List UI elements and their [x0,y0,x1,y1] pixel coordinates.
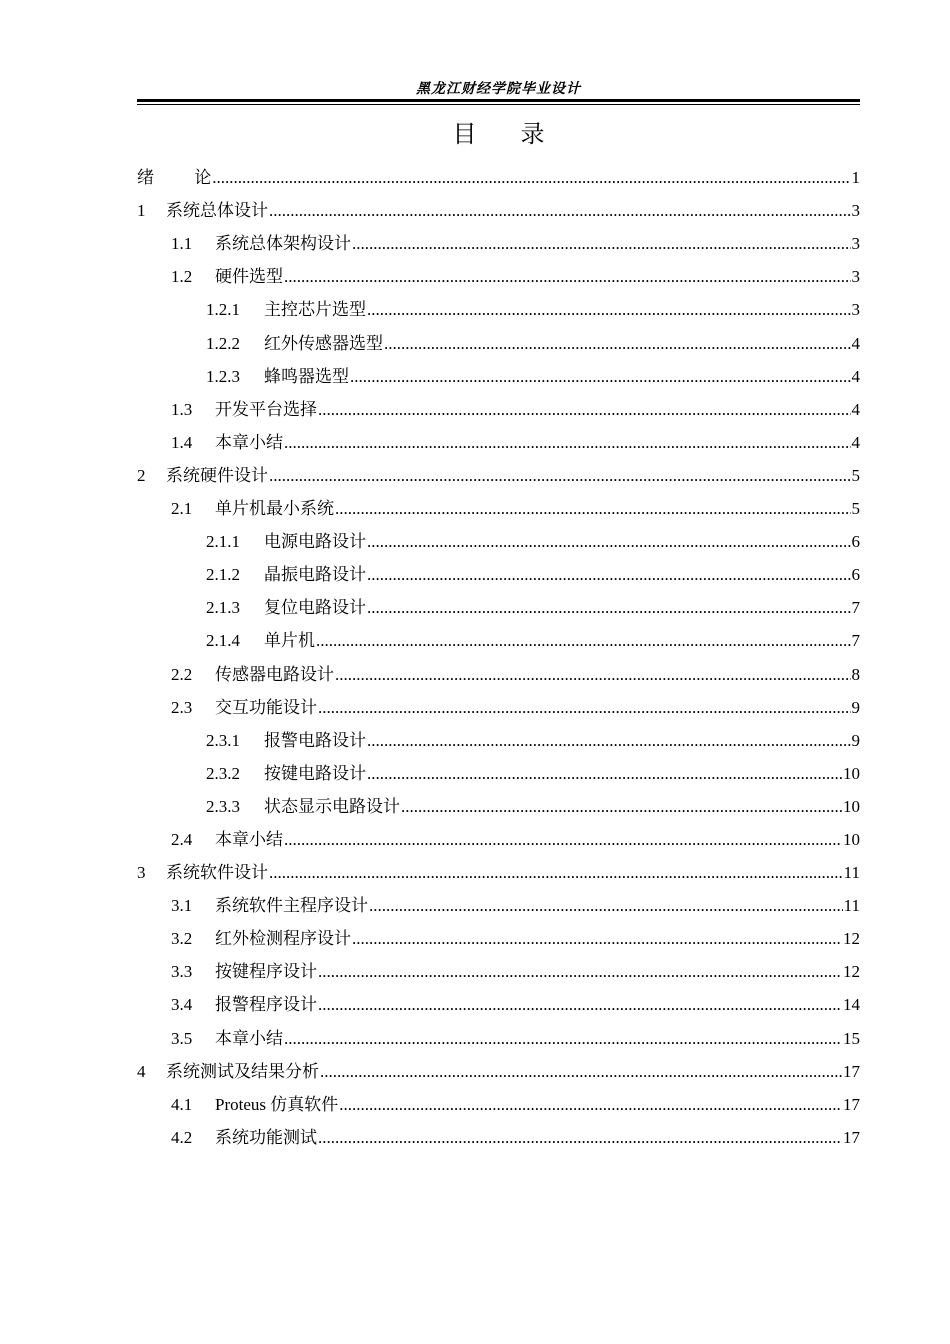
toc-entry-number: 3.2 [171,929,193,949]
toc-entry[interactable] [137,426,860,459]
toc-entry-title: 红外检测程序设计 [215,929,351,949]
toc-entry-number: 1.4 [171,432,193,452]
toc-entry-title: 按键电路设计 [264,763,366,783]
toc-leader-dots [269,856,843,889]
toc-entry[interactable] [137,955,860,988]
toc-entry-number: 1.2.3 [206,366,240,386]
toc-leader-dots [367,757,842,790]
toc-entry-number: 1.2.2 [206,333,240,353]
toc-entry-title: 单片机 [264,631,315,651]
toc-entry-title: 本章小结 [215,1028,283,1048]
toc-entry-title: 硬件选型 [215,267,283,287]
toc-entry[interactable] [137,1121,860,1154]
toc-entry-number: 1 [137,201,146,221]
toc-entry[interactable] [137,889,860,922]
toc-entry-title: 系统硬件设计 [166,465,268,485]
toc-entry-number: 4 [137,1061,146,1081]
toc-entry[interactable] [137,823,860,856]
toc-entry-title: 复位电路设计 [264,598,366,618]
toc-entry-title: 报警程序设计 [215,995,317,1015]
toc-leader-dots [335,658,851,691]
toc-leader-dots [367,525,851,558]
toc-leader-dots [335,492,851,525]
toc-leader-dots [284,823,842,856]
toc-leader-dots [369,889,843,922]
toc-entry-page: 10 [843,796,860,816]
toc-entry[interactable] [137,326,860,359]
toc-leader-dots [284,426,851,459]
toc-entry-title: 红外传感器选型 [264,333,383,353]
toc-entry-page: 17 [843,1094,860,1114]
toc-entry-number: 4.1 [171,1094,193,1114]
toc-entry-title: 蜂鸣器选型 [264,366,349,386]
page-header: 黑龙江财经学院毕业设计 [416,82,581,97]
toc-entry-title: 电源电路设计 [264,532,366,552]
toc-entry[interactable] [137,492,860,525]
toc-entry[interactable] [137,724,860,757]
toc-leader-dots [318,988,842,1021]
toc-entry[interactable] [137,227,860,260]
toc-entry-page: 9 [851,730,860,750]
toc-entry-title: 系统测试及结果分析 [166,1061,319,1081]
toc-entry-title: 系统总体设计 [166,201,268,221]
toc-entry-title: 状态显示电路设计 [264,796,400,816]
toc-entry-number: 3 [137,863,146,883]
toc-entry-title: 传感器电路设计 [215,664,334,684]
toc-entry-title: 开发平台选择 [215,399,317,419]
toc-entry-page: 4 [851,432,860,452]
toc-entry-title: 交互功能设计 [215,697,317,717]
toc-entry-title: 系统总体架构设计 [215,234,351,254]
toc-leader-dots [284,260,851,293]
toc-title [137,114,860,149]
toc-entry-page: 11 [843,863,860,883]
toc-entry-number: 2.4 [171,829,193,849]
toc-entry[interactable] [137,360,860,393]
toc-entry[interactable] [137,293,860,326]
toc-entry-page: 12 [843,929,860,949]
toc-entry-page: 12 [843,962,860,982]
toc-entry-page: 3 [851,267,860,287]
toc-entry-number: 2.1.2 [206,565,240,585]
toc-entry-title: 主控芯片选型 [264,300,366,320]
toc-leader-dots [318,691,851,724]
toc-entry-page: 3 [851,234,860,254]
toc-entry-page: 17 [843,1127,860,1147]
toc-leader-dots [339,1088,842,1121]
toc-entry-title: 绪 论 [137,168,212,188]
toc-leader-dots [352,922,842,955]
toc-entry-title: 系统功能测试 [215,1127,317,1147]
table-of-contents [137,161,860,1154]
toc-entry[interactable] [137,1088,860,1121]
toc-entry-number: 2.3.2 [206,763,240,783]
toc-entry-title: 按键程序设计 [215,962,317,982]
toc-leader-dots [316,624,851,657]
toc-entry-number: 2.3.1 [206,730,240,750]
toc-entry-number: 1.3 [171,399,193,419]
header-rule-thick [137,99,860,102]
toc-entry-number: 2.2 [171,664,193,684]
toc-entry[interactable] [137,591,860,624]
toc-entry[interactable] [137,525,860,558]
toc-entry[interactable] [137,161,860,194]
toc-entry-number: 3.5 [171,1028,193,1048]
toc-leader-dots [367,724,851,757]
toc-entry-page: 3 [851,300,860,320]
toc-entry-number: 3.4 [171,995,193,1015]
toc-entry[interactable] [137,1055,860,1088]
toc-entry-number: 3.3 [171,962,193,982]
toc-entry[interactable] [137,194,860,227]
toc-leader-dots [318,1121,842,1154]
toc-entry[interactable] [137,624,860,657]
toc-entry-number: 2.3 [171,697,193,717]
toc-entry-title: 报警电路设计 [264,730,366,750]
toc-entry-page: 1 [851,168,860,188]
toc-leader-dots [401,790,842,823]
toc-entry[interactable] [137,922,860,955]
toc-entry-page: 8 [851,664,860,684]
toc-entry-number: 2.3.3 [206,796,240,816]
toc-entry-title: 系统软件主程序设计 [215,896,368,916]
toc-entry[interactable] [137,558,860,591]
toc-entry-page: 3 [851,201,860,221]
toc-entry-title: 本章小结 [215,432,283,452]
toc-entry[interactable] [137,856,860,889]
toc-leader-dots [269,459,851,492]
toc-leader-dots [269,194,851,227]
toc-entry-page: 14 [843,995,860,1015]
toc-entry-number: 2.1 [171,499,193,519]
toc-entry-page: 7 [851,598,860,618]
toc-leader-dots [284,1022,842,1055]
toc-entry-number: 2.1.3 [206,598,240,618]
toc-entry-page: 6 [851,532,860,552]
toc-entry[interactable] [137,393,860,426]
toc-entry-page: 9 [851,697,860,717]
toc-entry[interactable] [137,757,860,790]
toc-entry[interactable] [137,657,860,690]
toc-entry-title: 本章小结 [215,829,283,849]
toc-entry-page: 11 [843,896,860,916]
toc-entry-title: Proteus 仿真软件 [215,1094,339,1114]
header-rule-thin [137,104,860,105]
toc-entry[interactable] [137,790,860,823]
toc-entry-number: 1.2.1 [206,300,240,320]
toc-leader-dots [367,558,851,591]
toc-entry-number: 1.1 [171,234,193,254]
toc-entry-page: 10 [843,829,860,849]
toc-entry-page: 6 [851,565,860,585]
toc-leader-dots [367,591,851,624]
toc-entry-number: 2 [137,465,146,485]
toc-title-char-2: 录 [520,122,545,148]
toc-leader-dots [318,955,842,988]
toc-entry-number: 2.1.1 [206,532,240,552]
toc-entry-page: 5 [851,465,860,485]
toc-entry-number: 4.2 [171,1127,193,1147]
toc-entry-title: 晶振电路设计 [264,565,366,585]
toc-entry-page: 17 [843,1061,860,1081]
toc-entry-number: 1.2 [171,267,193,287]
toc-leader-dots [318,393,851,426]
toc-leader-dots [384,327,851,360]
toc-entry-page: 4 [851,333,860,353]
toc-entry[interactable] [137,988,860,1021]
toc-leader-dots [350,360,851,393]
toc-entry[interactable] [137,1021,860,1054]
toc-entry-title: 单片机最小系统 [215,499,334,519]
toc-entry-number: 3.1 [171,896,193,916]
toc-entry-page: 15 [843,1028,860,1048]
toc-entry[interactable] [137,459,860,492]
toc-entry[interactable] [137,691,860,724]
toc-leader-dots [320,1055,842,1088]
toc-entry-page: 5 [851,499,860,519]
toc-title-char-1: 目 [452,122,477,148]
toc-leader-dots [212,161,850,194]
toc-entry-title: 系统软件设计 [166,863,268,883]
toc-entry-page: 4 [851,399,860,419]
toc-entry-page: 4 [851,366,860,386]
toc-entry-page: 7 [851,631,860,651]
toc-entry-page: 10 [843,763,860,783]
toc-entry-number: 2.1.4 [206,631,240,651]
toc-leader-dots [367,293,851,326]
toc-leader-dots [352,227,851,260]
toc-entry[interactable] [137,260,860,293]
